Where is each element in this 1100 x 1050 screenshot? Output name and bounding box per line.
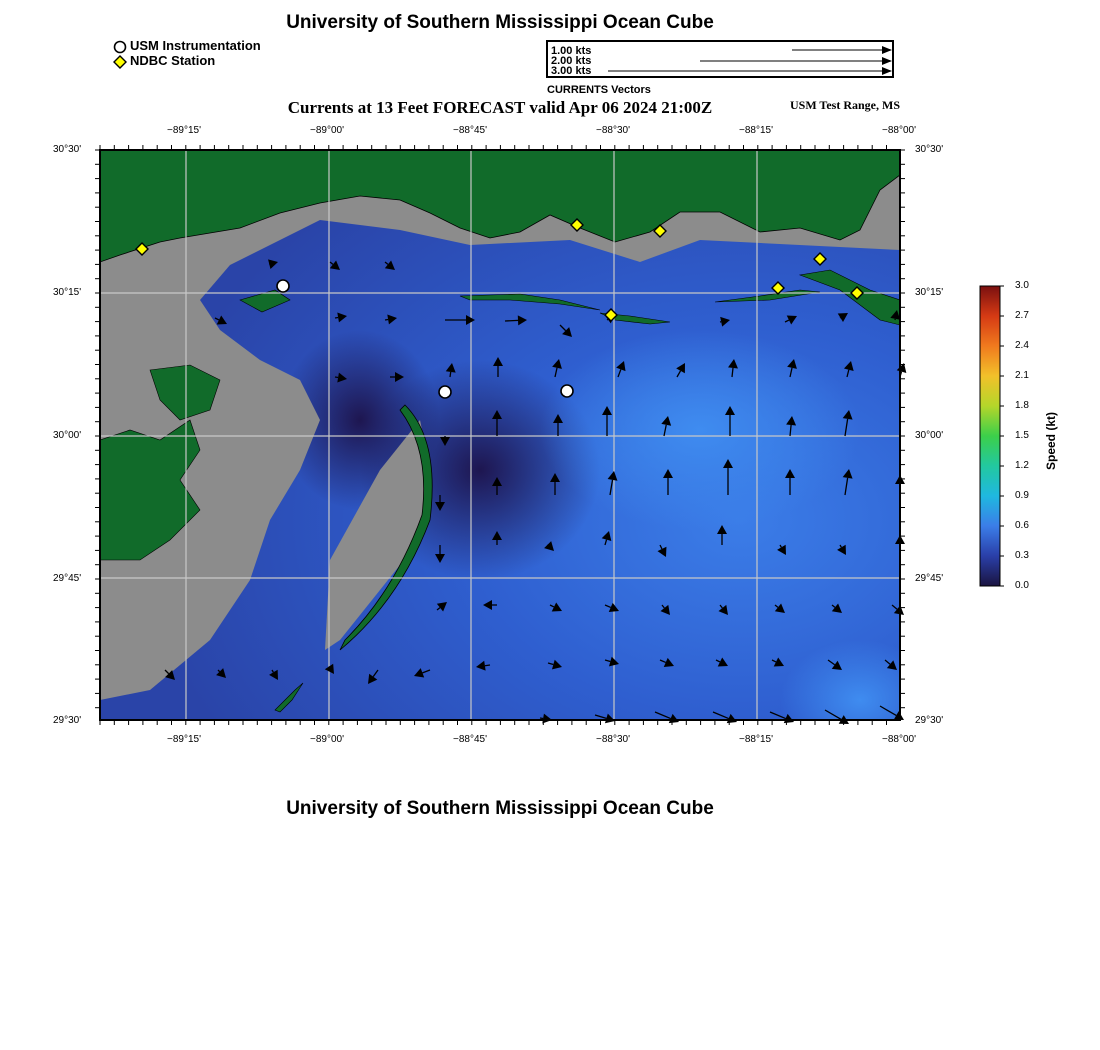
vector-key-caption: CURRENTS Vectors	[547, 84, 651, 96]
usm-station-marker	[561, 385, 573, 397]
lon-top-label-4: −88°30'	[596, 125, 630, 136]
high-speed-zone	[540, 330, 860, 530]
lon-top-label-3: −88°45'	[453, 125, 487, 136]
current-vector-shaft	[335, 377, 338, 378]
colorbar-tick-4: 2.1	[1015, 370, 1029, 381]
colorbar-tick-10: 0.3	[1015, 550, 1029, 561]
lat-right-label-5: 29°30'	[915, 715, 944, 726]
usm-station-marker	[439, 386, 451, 398]
colorbar-tick-11: 0.0	[1015, 580, 1029, 591]
legend-ndbc-label: NDBC Station	[130, 53, 216, 68]
colorbar-tick-3: 2.4	[1015, 340, 1029, 351]
colorbar-tick-6: 1.5	[1015, 430, 1029, 441]
colorbar-tick-1: 3.0	[1015, 280, 1029, 291]
vector-key-row-1: 1.00 kts	[551, 45, 592, 57]
current-vector-shaft	[505, 320, 518, 321]
colorbar-tick-9: 0.6	[1015, 520, 1029, 531]
current-vector-shaft	[607, 319, 608, 320]
vector-key-row-3: 3.00 kts	[551, 65, 592, 77]
colorbar-tick-7: 1.2	[1015, 460, 1029, 471]
usm-station-marker	[277, 280, 289, 292]
current-vector-shaft	[540, 718, 543, 719]
current-vector-shaft	[335, 317, 338, 318]
lon-bottom-label-1: −89°15'	[167, 734, 201, 745]
page-title: University of Southern Mississippi Ocean Cube	[286, 12, 714, 33]
current-vector-shaft	[385, 319, 388, 320]
lon-bottom-label-2: −89°00'	[310, 734, 344, 745]
colorbar-label: Speed (kt)	[1044, 411, 1058, 470]
colorbar-tick-5: 1.8	[1015, 400, 1029, 411]
speed-colorbar	[976, 282, 1006, 592]
lon-bottom-label-4: −88°30'	[596, 734, 630, 745]
lat-left-label-1: 30°30'	[53, 144, 82, 155]
lon-bottom-label-6: −88°00'	[882, 734, 916, 745]
current-vector-shaft	[485, 665, 490, 666]
footer-title: University of Southern Mississippi Ocean Cube	[286, 798, 714, 819]
lat-right-label-2: 30°15'	[915, 287, 944, 298]
colorbar-tick-8: 0.9	[1015, 490, 1029, 501]
legend-usm-label: USM Instrumentation	[130, 38, 261, 53]
colorbar-tick-2: 2.7	[1015, 310, 1029, 321]
lat-left-label-4: 29°45'	[53, 573, 82, 584]
vector-key-row-2: 2.00 kts	[551, 55, 592, 67]
lat-right-label-3: 30°00'	[915, 430, 944, 441]
region-label: USM Test Range, MS	[789, 98, 900, 112]
lon-bottom-label-5: −88°15'	[739, 734, 773, 745]
lat-right-label-4: 29°45'	[915, 573, 944, 584]
map-title: Currents at 13 Feet FORECAST valid Apr 06 2024 21:00Z	[287, 98, 713, 117]
current-vector-shaft	[450, 372, 451, 377]
lon-top-label-5: −88°15'	[739, 125, 773, 136]
lat-left-label-2: 30°15'	[53, 287, 82, 298]
lat-left-label-5: 29°30'	[53, 715, 82, 726]
lon-bottom-label-3: −88°45'	[453, 734, 487, 745]
lat-right-label-1: 30°30'	[915, 144, 944, 155]
lon-top-label-1: −89°15'	[167, 125, 201, 136]
lon-top-label-2: −89°00'	[310, 125, 344, 136]
lat-left-label-3: 30°00'	[53, 430, 82, 441]
lon-top-label-6: −88°00'	[882, 125, 916, 136]
